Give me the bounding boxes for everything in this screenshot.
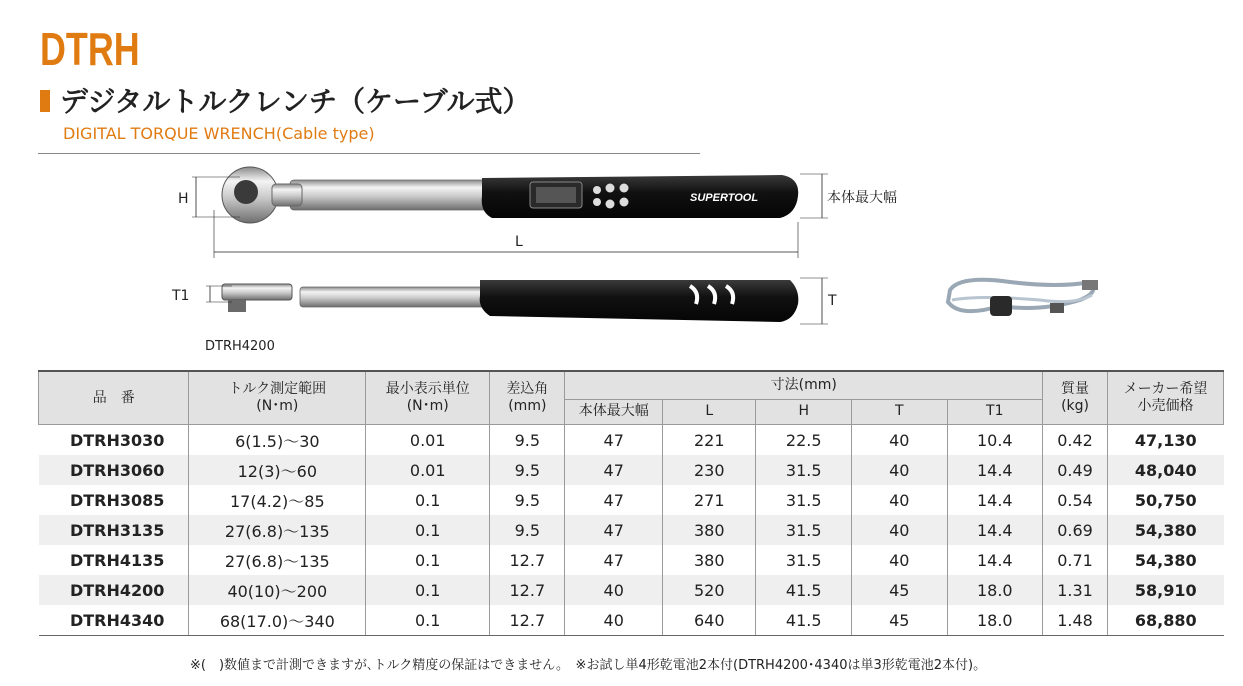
cell-h: 41.5 [756, 605, 852, 636]
cell-range: 40(10)～200 [189, 575, 366, 605]
cell-l: 380 [662, 515, 755, 545]
cell-drive: 12.7 [490, 575, 565, 605]
cell-range: 27(6.8)～135 [189, 515, 366, 545]
model-code: DTRH [40, 23, 140, 75]
cell-t1: 18.0 [947, 575, 1043, 605]
header-part-no: 品 番 [39, 371, 189, 425]
header-drive: 差込角 (mm) [490, 371, 565, 425]
cell-width: 47 [565, 545, 663, 575]
cell-drive: 9.5 [490, 485, 565, 515]
cell-l: 221 [662, 425, 755, 456]
cell-mass: 0.69 [1043, 515, 1108, 545]
header-width: 本体最大幅 [565, 399, 663, 424]
cell-t: 40 [851, 545, 947, 575]
cell-mass: 1.31 [1043, 575, 1108, 605]
cell-min-unit: 0.01 [366, 425, 490, 456]
table-row [39, 605, 1224, 636]
table-row [39, 575, 1224, 605]
cell-l: 380 [662, 545, 755, 575]
cell-t: 40 [851, 485, 947, 515]
cell-t: 40 [851, 425, 947, 456]
cell-l: 640 [662, 605, 755, 636]
cell-t: 40 [851, 455, 947, 485]
cell-price: 50,750 [1108, 485, 1224, 515]
cell-part-no: DTRH4200 [39, 575, 189, 605]
cell-h: 31.5 [756, 485, 852, 515]
cell-mass: 0.42 [1043, 425, 1108, 456]
cell-l: 230 [662, 455, 755, 485]
header-mass: 質量 (kg) [1043, 371, 1108, 425]
title-divider [38, 153, 700, 154]
cell-price: 58,910 [1108, 575, 1224, 605]
cell-width: 47 [565, 485, 663, 515]
table-row [39, 545, 1224, 575]
cell-price: 68,880 [1108, 605, 1224, 636]
dim-t-label: T [828, 293, 837, 309]
brand-logo: SUPERTOOL [690, 192, 759, 204]
header-t1: T1 [947, 399, 1043, 424]
dim-t1-label: T1 [172, 288, 190, 304]
cell-part-no: DTRH3085 [69, 490, 165, 510]
usb-cable-image [948, 280, 1098, 316]
cell-drive: 12.7 [490, 545, 565, 575]
cell-price: 47,130 [1108, 425, 1224, 456]
header-h: H [756, 399, 852, 424]
cell-part-no: DTRH3135 [39, 515, 189, 545]
cell-range: 12(3)～60 [189, 455, 366, 485]
cell-drive: 9.5 [490, 515, 565, 545]
cell-min-unit: 0.01 [366, 455, 490, 485]
header-dims: 寸法(mm) [565, 371, 1043, 399]
title-accent-bar [40, 90, 50, 112]
cell-price: 54,380 [1108, 515, 1224, 545]
cell-width: 40 [565, 575, 663, 605]
cell-part-no: DTRH4340 [39, 605, 189, 636]
cell-range: 6(1.5)～30 [189, 425, 366, 456]
cell-h: 31.5 [756, 515, 852, 545]
wrench-diagram [0, 160, 1243, 360]
header-l: L [662, 399, 755, 424]
cell-part-no: DTRH4135 [69, 550, 165, 570]
header-range: トルク測定範囲 (N･m) [189, 371, 366, 425]
cell-mass: 0.54 [1043, 485, 1108, 515]
table-row [39, 425, 1224, 456]
cell-t1: 18.0 [947, 605, 1043, 636]
table-row [39, 455, 1224, 485]
cell-width: 47 [565, 455, 663, 485]
cell-range: 68(17.0)～340 [189, 605, 366, 636]
spec-table [38, 370, 1224, 636]
figure-caption: DTRH4200 [205, 339, 275, 354]
cell-min-unit: 0.1 [366, 575, 490, 605]
dim-width-label: 本体最大幅 [827, 190, 897, 206]
cell-drive: 12.7 [490, 605, 565, 636]
cell-t: 40 [851, 515, 947, 545]
dim-l-label: L [515, 234, 523, 250]
cell-width: 47 [565, 425, 663, 456]
cell-l: 271 [662, 485, 755, 515]
cell-mass: 0.71 [1043, 545, 1108, 575]
cell-mass: 0.49 [1043, 455, 1108, 485]
table-row [39, 515, 1224, 545]
cell-width: 40 [565, 605, 663, 636]
product-title-jp: デジタルトルクレンチ（ケーブル式） [60, 85, 531, 118]
cell-range: 27(6.8)～135 [189, 545, 366, 575]
cell-l: 520 [662, 575, 755, 605]
header-price: メーカー希望 小売価格 [1108, 371, 1224, 425]
cell-h: 22.5 [756, 425, 852, 456]
wrench-side-view [171, 278, 837, 324]
cell-t1: 14.4 [947, 545, 1043, 575]
cell-min-unit: 0.1 [366, 515, 490, 545]
cell-h: 41.5 [756, 575, 852, 605]
dim-h-label: H [178, 191, 189, 207]
cell-width: 47 [565, 515, 663, 545]
cell-drive: 9.5 [490, 425, 565, 456]
wrench-top-view [178, 167, 897, 258]
cell-mass: 1.48 [1043, 605, 1108, 636]
cell-t1: 14.4 [947, 485, 1043, 515]
cell-min-unit: 0.1 [366, 485, 490, 515]
header-min-unit: 最小表示単位 (N･m) [366, 371, 490, 425]
cell-t: 45 [851, 605, 947, 636]
cell-price: 54,380 [1108, 545, 1224, 575]
cell-min-unit: 0.1 [366, 605, 490, 636]
cell-h: 31.5 [756, 545, 852, 575]
table-row [39, 485, 1224, 515]
footnote: ※( )数値まで計測できますが､トルク精度の保証はできません。 ※お試し単4形乾電池2本付(DTRH4200･4340は単3形乾電池2本付)。 [190, 658, 987, 673]
cell-h: 31.5 [756, 455, 852, 485]
cell-part-no: DTRH3060 [39, 455, 189, 485]
cell-t1: 14.4 [947, 515, 1043, 545]
cell-min-unit: 0.1 [366, 545, 490, 575]
cell-part-no: DTRH3030 [69, 430, 165, 450]
cell-t1: 10.4 [947, 425, 1043, 456]
cell-drive: 9.5 [490, 455, 565, 485]
cell-price: 48,040 [1108, 455, 1224, 485]
product-title-en: DIGITAL TORQUE WRENCH(Cable type) [63, 124, 375, 143]
cell-t: 45 [851, 575, 947, 605]
cell-range: 17(4.2)～85 [189, 485, 366, 515]
cell-t1: 14.4 [947, 455, 1043, 485]
header-t: T [851, 399, 947, 424]
